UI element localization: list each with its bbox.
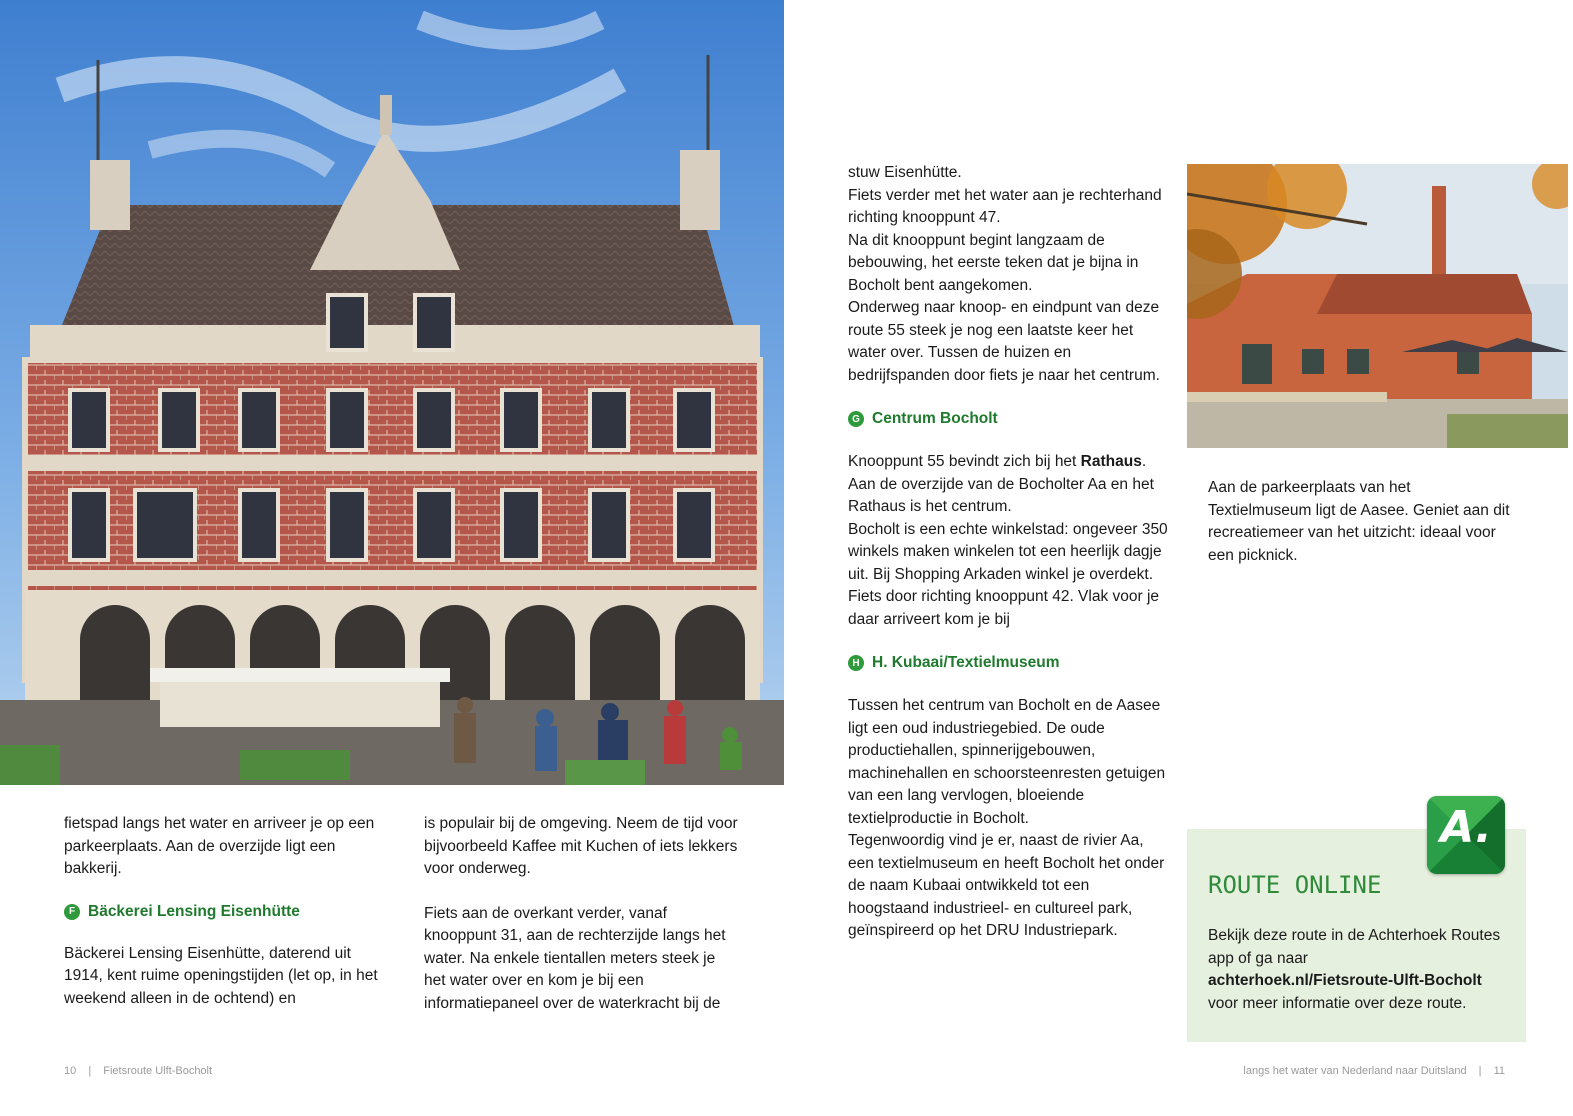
logo-letter: A.: [1440, 802, 1492, 853]
footer-separator: |: [88, 1065, 92, 1077]
col2-paragraph-1: is populair bij de omgeving. Neem de tijd voor bijvoorbeeld Kaffee mit Kuchen of iets lekkers voor onderweg.: [424, 815, 738, 877]
route-link[interactable]: achterhoek.nl/Fietsroute-Ulft-Bocholt: [1208, 972, 1482, 989]
section-heading-g: [848, 410, 1170, 428]
heading-text: H. Kubaai/Textielmuseum: [872, 654, 1060, 671]
marker-g: G: [848, 411, 864, 427]
textielmuseum-illustration: [1187, 164, 1568, 448]
col3-paragraph-7: Fiets door richting knooppunt 42. Vlak voor je daar arriveert kom je bij: [848, 588, 1160, 628]
textielmuseum-photo: [1187, 164, 1568, 448]
footer-left: [64, 1065, 212, 1077]
column-2: [424, 813, 740, 1015]
col3-paragraph-2: Fiets verder met het water aan je rechterhand richting knooppunt 47.: [848, 186, 1162, 226]
footer-right: [1243, 1065, 1505, 1077]
p5-pre: Knooppunt 55 bevindt zich bij het: [848, 453, 1081, 470]
photo-caption: Aan de parkeerplaats van het Textielmuseum ligt de Aasee. Geniet aan dit recreatiemeer van het uitzicht: ideaal voor een picknick.: [1208, 479, 1510, 564]
route-title: ROUTE ONLINE: [1208, 871, 1382, 899]
achterhoek-logo[interactable]: [1427, 796, 1505, 874]
p5-post: . Aan de overzijde van de Bocholter Aa en het Rathaus is het centrum.: [848, 453, 1154, 515]
route-text-pre: Bekijk deze route in de Achterhoek Routes app of ga naar: [1208, 927, 1501, 967]
footer-title-right: langs het water van Nederland naar Duitsland: [1243, 1065, 1467, 1077]
page-number-left: 10: [64, 1065, 77, 1077]
col3-paragraph-1: stuw Eisenhütte.: [848, 164, 962, 181]
page-number-right: 11: [1493, 1065, 1505, 1077]
rathaus-illustration: [0, 0, 784, 785]
col1-paragraph-1: fietspad langs het water en arriveer je op een parkeerplaats. Aan de overzijde ligt een bakkerij.: [64, 815, 375, 877]
heading-text: Bäckerei Lensing Eisenhütte: [88, 902, 300, 920]
col3-paragraph-4: Onderweg naar knoop- en eindpunt van deze route 55 steek je nog een laatste keer het water over. Tussen de huizen en bedrijfspanden door fiets je naar het centrum.: [848, 299, 1160, 384]
col1-paragraph-2: Bäckerei Lensing Eisenhütte, daterend uit 1914, kent ruime openingstijden (let op, in het weekend alleen in de ochtend) en: [64, 944, 378, 1007]
column-1: [64, 813, 384, 1010]
col3-paragraph-5: [848, 451, 1170, 519]
rathaus-photo: [0, 0, 784, 785]
column-3: [848, 162, 1170, 943]
col3-paragraph-3: Na dit knooppunt begint langzaam de bebouwing, het eerste teken dat je bijna in Bocholt bent aangekomen.: [848, 231, 1139, 294]
col3-paragraph-8: Tussen het centrum van Bocholt en de Aasee ligt een oud industriegebied. De oude productiehallen, spinnerijgebouwen, machinehallen en schoorsteenresten getuigen van een lang vervlogen, bloeiende textielproductie in Bocholt.: [848, 697, 1166, 827]
route-text-post: voor meer informatie over deze route.: [1208, 994, 1467, 1012]
footer-separator: |: [1478, 1065, 1482, 1077]
footer-title-left: Fietsroute Ulft-Bocholt: [103, 1065, 213, 1077]
marker-h: H: [848, 655, 864, 671]
marker-f: F: [64, 904, 80, 920]
rathaus-bold: Rathaus: [1080, 453, 1142, 470]
heading-text: Centrum Bocholt: [872, 410, 998, 427]
col3-paragraph-6: Bocholt is een echte winkelstad: ongeveer 350 winkels maken winkelen tot een heerlijk dagje uit. Bij Shopping Arkaden winkel je overdekt.: [848, 520, 1168, 583]
col2-paragraph-2: Fiets aan de overkant verder, vanaf knooppunt 31, aan de rechterzijde langs het water. Na enkele tientallen meters steek je het water over en kom je bij een informatiepaneel over de waterkracht bij de: [424, 904, 726, 1012]
section-heading-f: [64, 903, 384, 921]
route-text: [1208, 925, 1513, 1015]
section-heading-h: [848, 654, 1170, 672]
column-4: [1208, 477, 1513, 567]
col3-paragraph-9: Tegenwoordig vind je er, naast de rivier Aa, een textielmuseum en heeft Bocholt het onder de naam Kubaai ontwikkeld tot een hoogstaand industrieel- en cultureel park, geïnspireerd op het DRU Industriepark.: [848, 832, 1165, 939]
